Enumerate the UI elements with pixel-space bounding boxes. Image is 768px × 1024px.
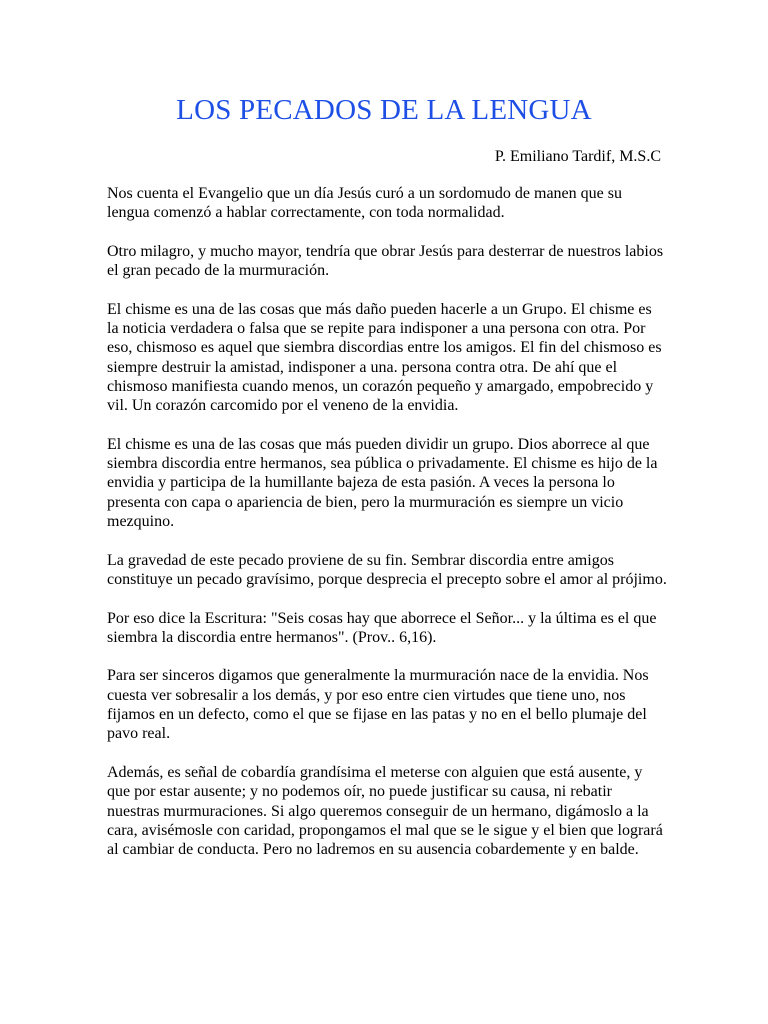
document-author: P. Emiliano Tardif, M.S.C <box>494 148 661 165</box>
paragraph: Otro milagro, y mucho mayor, tendría que obrar Jesús para desterrar de nuestros labios el gran pecado de la murmuración. <box>107 242 664 280</box>
paragraph: Para ser sinceros digamos que generalmente la murmuración nace de la envidia. Nos cuesta ver sobresalir a los demás, y por eso entre cien virtudes que tiene uno, nos fijamos en un defecto, como el que se fijase en las patas y no en el bello plumaje del pavo real. <box>107 667 649 743</box>
paragraph: Por eso dice la Escritura: "Seis cosas hay que aborrece el Señor... y la última es el que siembra la discordia entre hermanos". (Prov.. 6,16). <box>107 609 657 646</box>
document-body <box>107 184 667 879</box>
paragraph: El chisme es una de las cosas que más daño pueden hacerle a un Grupo. El chisme es la noticia verdadera o falsa que se repite para indisponer a una persona con otra. Por eso, chismoso es aquel que siembra discordias entre los amigos. El fin del chismoso es siempre destruir la amistad, indisponer a una. persona contra otra. De ahí que el chismoso manifiesta cuando menos, un corazón pequeño y amargado, empobrecido y vil. Un corazón carcomido por el veneno de la envidia. <box>107 300 662 415</box>
paragraph: Además, es señal de cobardía grandísima el meterse con alguien que está ausente, y que por estar ausente; y no podemos oír, no puede justificar su causa, ni rebatir nuestras murmuraciones. Si algo queremos conseguir de un hermano, digámoslo a la cara, avisémosle con caridad, propongamos el mal que se le sigue y el bien que logrará al cambiar de conducta. Pero no ladremos en su ausencia cobardemente y en balde. <box>107 763 663 859</box>
paragraph: Nos cuenta el Evangelio que un día Jesús curó a un sordomudo de manen que su lengua comenzó a hablar correctamente, con toda normalidad. <box>107 185 622 222</box>
paragraph: La gravedad de este pecado proviene de su fin. Sembrar discordia entre amigos constituye un pecado gravísimo, porque desprecia el precepto sobre el amor al prójimo. <box>107 551 667 588</box>
document-title: LOS PECADOS DE LA LENGUA <box>176 94 592 126</box>
paragraph: El chisme es una de las cosas que más pueden dividir un grupo. Dios aborrece al que siembra discordia entre hermanos, sea pública o privadamente. El chisme es hijo de la envidia y participa de la humillante bajeza de esta pasión. A veces la persona lo presenta con capa o apariencia de bien, pero la murmuración es siempre un vicio mezquino. <box>107 435 658 531</box>
